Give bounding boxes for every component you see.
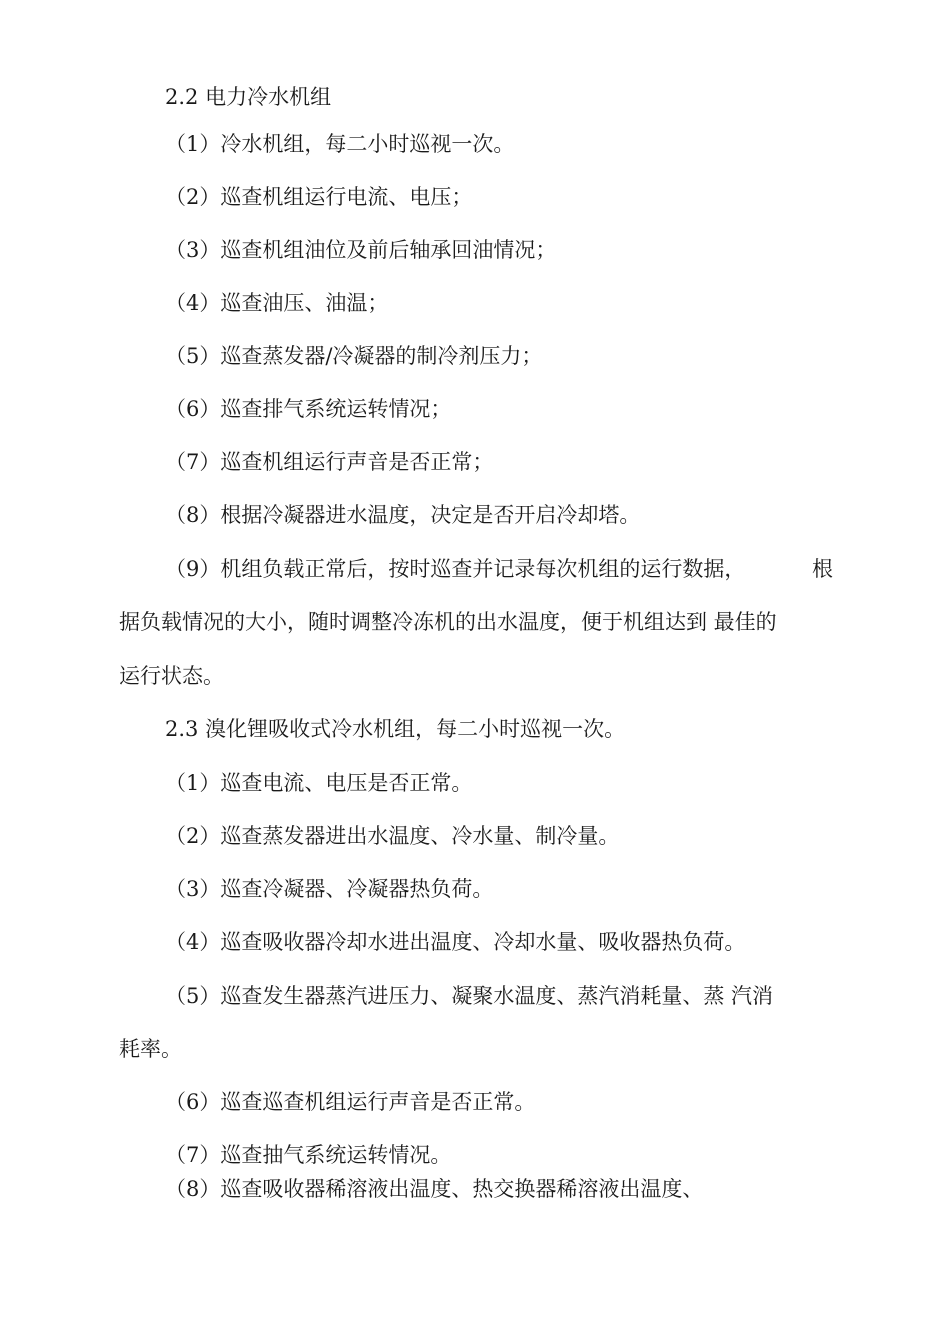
section-2-2-heading: 2.2 电力冷水机组 <box>165 85 332 109</box>
section-2-3-item-1: （1）巡查电流、电压是否正常。 <box>165 771 473 795</box>
section-2-2-item-9-line-2: 据负载情况的大小，随时调整冷冻机的出水温度，便于机组达到 最佳的 <box>119 610 777 634</box>
section-2-2-item-5: （5）巡查蒸发器/冷凝器的制冷剂压力； <box>165 344 543 368</box>
section-2-3-item-5-line-2: 耗率。 <box>119 1037 182 1061</box>
section-2-3-item-4: （4）巡查吸收器冷却水进出温度、冷却水量、吸收器热负荷。 <box>165 930 746 954</box>
section-2-2-item-1: （1）冷水机组，每二小时巡视一次。 <box>165 132 515 156</box>
section-2-2-item-4: （4）巡查油压、油温； <box>165 291 389 315</box>
section-2-3-heading: 2.3 溴化锂吸收式冷水机组，每二小时巡视一次。 <box>165 717 626 741</box>
section-2-2-item-2: （2）巡查机组运行电流、电压； <box>165 185 473 209</box>
section-2-3-item-5-line-1: （5）巡查发生器蒸汽进压力、凝聚水温度、蒸汽消耗量、蒸 汽消 <box>165 984 774 1008</box>
section-2-2-item-8: （8）根据冷凝器进水温度，决定是否开启冷却塔。 <box>165 503 641 527</box>
section-2-3-item-8: （8）巡查吸收器稀溶液出温度、热交换器稀溶液出温度、 <box>165 1177 704 1201</box>
section-2-3-item-2: （2）巡查蒸发器进出水温度、冷水量、制冷量。 <box>165 824 620 848</box>
section-2-3-item-6: （6）巡查巡查机组运行声音是否正常。 <box>165 1090 536 1114</box>
section-2-3-item-3: （3）巡查冷凝器、冷凝器热负荷。 <box>165 877 494 901</box>
section-2-2-item-7: （7）巡查机组运行声音是否正常； <box>165 450 494 474</box>
section-2-2-item-9-line-1-tail: 根 <box>812 557 833 581</box>
section-2-2-item-9-line-3: 运行状态。 <box>119 664 224 688</box>
section-2-2-item-3: （3）巡查机组油位及前后轴承回油情况； <box>165 238 557 262</box>
section-2-2-item-9-line-1: （9）机组负载正常后，按时巡查并记录每次机组的运行数据， <box>165 557 746 581</box>
section-2-3-item-7: （7）巡查抽气系统运转情况。 <box>165 1143 452 1167</box>
section-2-2-item-6: （6）巡查排气系统运转情况； <box>165 397 452 421</box>
